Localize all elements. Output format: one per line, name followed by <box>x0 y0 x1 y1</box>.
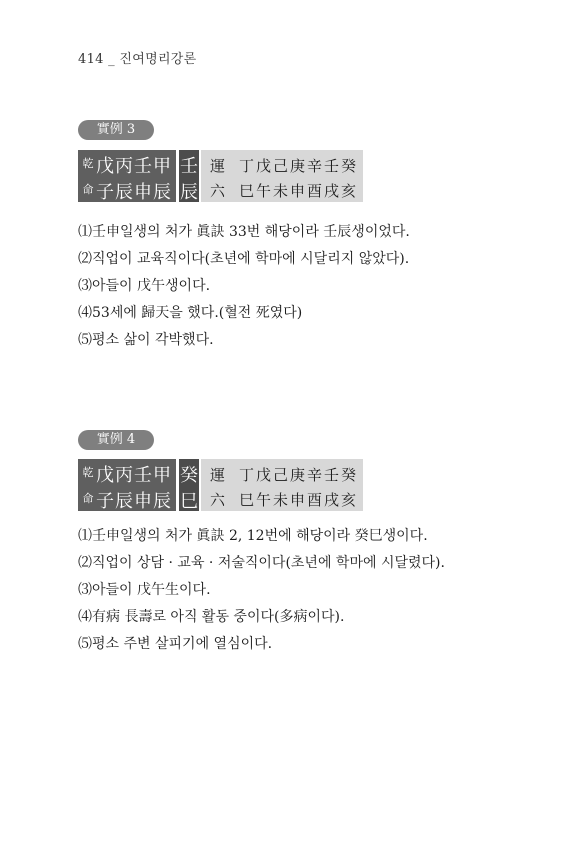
case-label: 實例 4 <box>78 430 154 450</box>
earthly-branches: 子辰申辰 <box>96 491 172 512</box>
life-mark: 命 <box>82 183 94 196</box>
luck-cycle-block <box>201 459 363 511</box>
list-item: ⑵직업이 교육직이다(초년에 학마에 시달리지 않았다). <box>78 251 410 267</box>
four-pillars-block <box>78 150 176 202</box>
list-item: ⑸평소 주변 살피기에 열심이다. <box>78 636 273 652</box>
list-item: ⑷53세에 歸天을 했다.(혈전 死였다) <box>78 305 303 321</box>
earthly-branches: 子辰申辰 <box>96 182 172 203</box>
list-item: ⑷有病 長壽로 아직 활동 중이다(多病이다). <box>78 609 345 625</box>
life-mark: 命 <box>82 492 94 505</box>
list-item: ⑴壬申일생의 처가 眞訣 33번 해당이라 壬辰생이었다. <box>78 224 410 240</box>
four-pillars-block <box>78 459 176 511</box>
list-item: ⑵직업이 상담 · 교육 · 저술직이다(초년에 학마에 시달렸다). <box>78 555 445 571</box>
luck-start-age: 六 <box>210 182 226 200</box>
luck-stems: 丁戊己庚辛壬癸 <box>239 157 359 175</box>
list-item: ⑴壬申일생의 처가 眞訣 2, 12번에 해당이라 癸巳생이다. <box>78 528 428 544</box>
spouse-pillar-block <box>179 459 199 511</box>
luck-cycle-block <box>201 150 363 202</box>
heavenly-stems: 戊丙壬甲 <box>96 156 172 177</box>
luck-label: 運 <box>210 466 226 484</box>
heavenly-stems: 戊丙壬甲 <box>96 465 172 486</box>
luck-stems: 丁戊己庚辛壬癸 <box>239 466 359 484</box>
luck-branches: 巳午未申酉戌亥 <box>239 491 359 509</box>
gender-mark: 乾 <box>82 466 94 479</box>
page-header: 414 _ 진여명리강론 <box>78 52 197 67</box>
spouse-pillar-block <box>179 150 199 202</box>
list-item: ⑶아들이 戊午生이다. <box>78 582 211 598</box>
gender-mark: 乾 <box>82 157 94 170</box>
case-notes <box>78 526 445 661</box>
luck-start-age: 六 <box>210 491 226 509</box>
luck-label: 運 <box>210 157 226 175</box>
spouse-branch: 巳 <box>180 491 198 512</box>
case-notes <box>78 222 410 357</box>
spouse-branch: 辰 <box>180 182 198 203</box>
spouse-stem: 壬 <box>180 156 198 177</box>
spouse-stem: 癸 <box>180 465 198 486</box>
case-label: 實例 3 <box>78 120 154 140</box>
list-item: ⑸평소 삶이 각박했다. <box>78 332 214 348</box>
list-item: ⑶아들이 戊午생이다. <box>78 278 211 294</box>
luck-branches: 巳午未申酉戌亥 <box>239 182 359 200</box>
